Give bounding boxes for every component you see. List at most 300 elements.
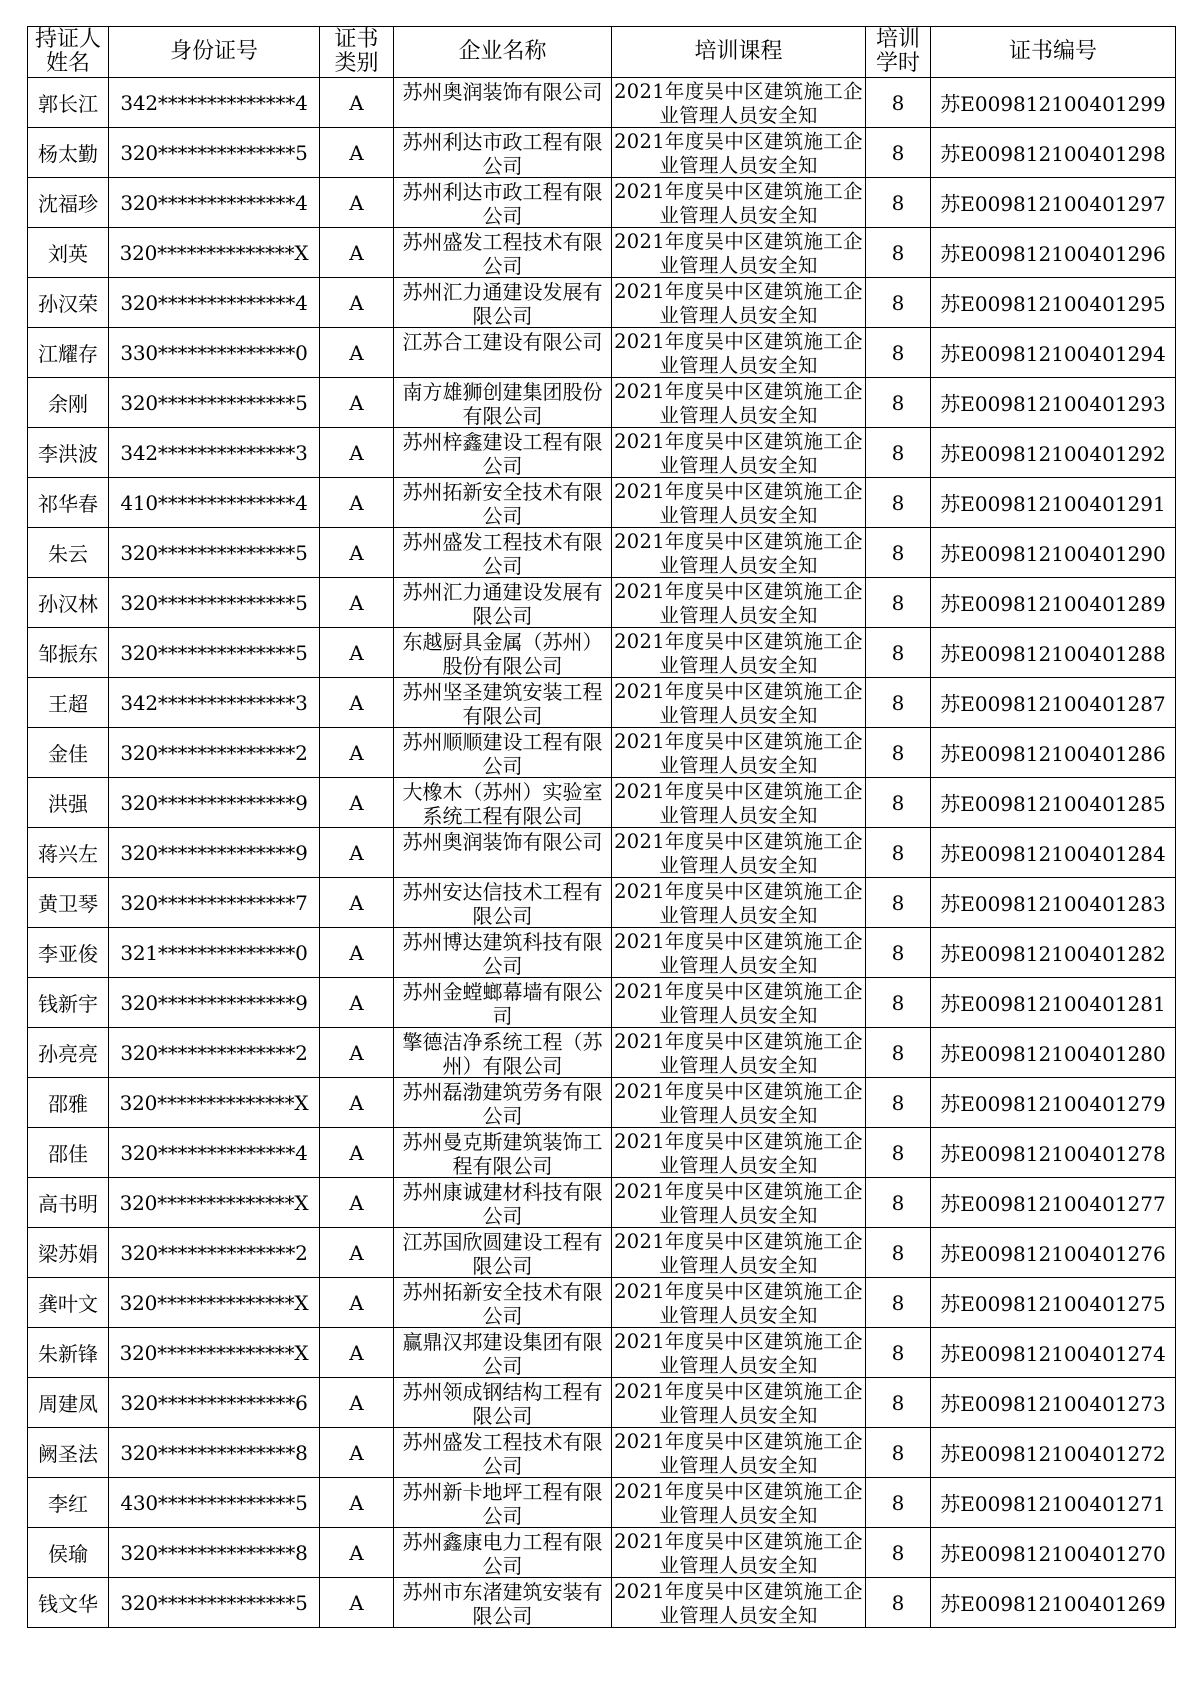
company-cell (394, 728, 612, 778)
cert-type-cell: A (320, 78, 394, 128)
holder-name-cell: 孙汉荣 (28, 278, 109, 328)
hours-cell: 8 (866, 228, 931, 278)
table-row (28, 1178, 1176, 1228)
id-number-cell: 320**************2 (109, 728, 320, 778)
cert-type-cell: A (320, 1028, 394, 1078)
course-cell (612, 128, 866, 178)
cert-number-cell: 苏E009812100401280 (931, 1028, 1176, 1078)
company-cell (394, 928, 612, 978)
id-number-cell: 320**************X (109, 1178, 320, 1228)
course-cell (612, 1128, 866, 1178)
table-row (28, 528, 1176, 578)
cert-number-cell: 苏E009812100401279 (931, 1078, 1176, 1128)
cert-type-cell: A (320, 1428, 394, 1478)
company-text: 东越厨具金属（苏州）股份有限公司 (402, 629, 603, 677)
holder-name-cell: 刘英 (28, 228, 109, 278)
company-cell (394, 128, 612, 178)
cert-type-cell: A (320, 178, 394, 228)
course-cell (612, 1278, 866, 1328)
course-cell (612, 778, 866, 828)
cert-type-cell: A (320, 778, 394, 828)
table-row (28, 1228, 1176, 1278)
table-row (28, 278, 1176, 328)
course-cell (612, 428, 866, 478)
hours-cell: 8 (866, 1378, 931, 1428)
course-text: 2021年度吴中区建筑施工企业管理人员安全知 (614, 1129, 863, 1177)
company-cell (394, 1428, 612, 1478)
course-cell (612, 1478, 866, 1528)
company-text: 苏州曼克斯建筑装饰工程有限公司 (402, 1129, 603, 1177)
table-row (28, 1578, 1176, 1628)
table-header (28, 27, 1176, 78)
hours-cell: 8 (866, 978, 931, 1028)
hours-cell: 8 (866, 778, 931, 828)
cert-number-cell: 苏E009812100401275 (931, 1278, 1176, 1328)
id-number-cell: 320**************7 (109, 878, 320, 928)
course-cell (612, 378, 866, 428)
holder-name-cell: 高书明 (28, 1178, 109, 1228)
id-number-cell: 320**************2 (109, 1228, 320, 1278)
company-text: 江苏国欣圆建设工程有限公司 (402, 1229, 603, 1277)
holder-name-cell: 李亚俊 (28, 928, 109, 978)
table-row (28, 628, 1176, 678)
table-row (28, 1078, 1176, 1128)
holder-name-cell: 洪强 (28, 778, 109, 828)
id-number-cell: 320**************8 (109, 1528, 320, 1578)
holder-name-cell: 蒋兴左 (28, 828, 109, 878)
company-text: 苏州安达信技术工程有限公司 (402, 879, 603, 927)
company-cell (394, 1178, 612, 1228)
holder-name-cell: 江耀存 (28, 328, 109, 378)
table-row (28, 228, 1176, 278)
course-cell (612, 78, 866, 128)
holder-name-cell: 周建凤 (28, 1378, 109, 1428)
course-cell (612, 1378, 866, 1428)
hours-cell: 8 (866, 428, 931, 478)
table-row (28, 778, 1176, 828)
hours-cell: 8 (866, 178, 931, 228)
company-text: 苏州顺顺建设工程有限公司 (402, 729, 603, 777)
company-text: 赢鼎汉邦建设集团有限公司 (402, 1329, 603, 1377)
company-cell (394, 978, 612, 1028)
course-text: 2021年度吴中区建筑施工企业管理人员安全知 (614, 679, 863, 727)
table-row (28, 1328, 1176, 1378)
hours-cell: 8 (866, 1028, 931, 1078)
course-text: 2021年度吴中区建筑施工企业管理人员安全知 (614, 179, 863, 227)
course-cell (612, 928, 866, 978)
header-hours: 培训学时 (866, 27, 931, 78)
company-cell (394, 1278, 612, 1328)
course-text: 2021年度吴中区建筑施工企业管理人员安全知 (614, 479, 863, 527)
course-text: 2021年度吴中区建筑施工企业管理人员安全知 (614, 329, 863, 377)
cert-type-cell: A (320, 478, 394, 528)
company-cell (394, 1328, 612, 1378)
cert-type-cell: A (320, 1078, 394, 1128)
id-number-cell: 320**************5 (109, 528, 320, 578)
cert-number-cell: 苏E009812100401285 (931, 778, 1176, 828)
company-cell (394, 878, 612, 928)
course-text: 2021年度吴中区建筑施工企业管理人员安全知 (614, 1079, 863, 1127)
cert-number-cell: 苏E009812100401288 (931, 628, 1176, 678)
table-row (28, 378, 1176, 428)
table-row (28, 678, 1176, 728)
cert-number-cell: 苏E009812100401292 (931, 428, 1176, 478)
cert-type-cell: A (320, 378, 394, 428)
hours-cell: 8 (866, 278, 931, 328)
course-cell (612, 1328, 866, 1378)
holder-name-cell: 祁华春 (28, 478, 109, 528)
holder-name-cell: 龚叶文 (28, 1278, 109, 1328)
id-number-cell: 320**************5 (109, 378, 320, 428)
company-text: 南方雄狮创建集团股份有限公司 (402, 379, 603, 427)
holder-name-cell: 邹振东 (28, 628, 109, 678)
holder-name-cell: 李洪波 (28, 428, 109, 478)
cert-type-cell: A (320, 1528, 394, 1578)
header-cert-type: 证书类别 (320, 27, 394, 78)
cert-number-cell: 苏E009812100401277 (931, 1178, 1176, 1228)
course-text: 2021年度吴中区建筑施工企业管理人员安全知 (614, 429, 863, 477)
cert-number-cell: 苏E009812100401296 (931, 228, 1176, 278)
cert-type-cell: A (320, 278, 394, 328)
holder-name-cell: 朱新锋 (28, 1328, 109, 1378)
company-text: 苏州博达建筑科技有限公司 (402, 929, 603, 977)
course-text: 2021年度吴中区建筑施工企业管理人员安全知 (614, 1579, 863, 1627)
course-text: 2021年度吴中区建筑施工企业管理人员安全知 (614, 1279, 863, 1327)
cert-number-cell: 苏E009812100401295 (931, 278, 1176, 328)
company-text: 大橡木（苏州）实验室系统工程有限公司 (402, 779, 603, 827)
cert-type-cell: A (320, 828, 394, 878)
table-row (28, 178, 1176, 228)
id-number-cell: 320**************X (109, 1078, 320, 1128)
company-cell (394, 578, 612, 628)
cert-type-cell: A (320, 1378, 394, 1428)
company-cell (394, 828, 612, 878)
course-cell (612, 828, 866, 878)
company-cell (394, 628, 612, 678)
hours-cell: 8 (866, 578, 931, 628)
course-text: 2021年度吴中区建筑施工企业管理人员安全知 (614, 929, 863, 977)
course-text: 2021年度吴中区建筑施工企业管理人员安全知 (614, 579, 863, 627)
hours-cell: 8 (866, 1178, 931, 1228)
cert-type-cell: A (320, 578, 394, 628)
header-holder-name: 持证人姓名 (28, 27, 109, 78)
id-number-cell: 320**************5 (109, 628, 320, 678)
id-number-cell: 321**************0 (109, 928, 320, 978)
company-text: 苏州鑫康电力工程有限公司 (402, 1529, 603, 1577)
id-number-cell: 330**************0 (109, 328, 320, 378)
cert-number-cell: 苏E009812100401297 (931, 178, 1176, 228)
company-cell (394, 1028, 612, 1078)
cert-number-cell: 苏E009812100401282 (931, 928, 1176, 978)
company-cell (394, 328, 612, 378)
cert-number-cell: 苏E009812100401276 (931, 1228, 1176, 1278)
company-cell (394, 428, 612, 478)
course-cell (612, 1528, 866, 1578)
company-cell (394, 1378, 612, 1428)
table-row (28, 978, 1176, 1028)
company-cell (394, 1128, 612, 1178)
id-number-cell: 320**************4 (109, 278, 320, 328)
cert-type-cell: A (320, 1578, 394, 1628)
id-number-cell: 320**************X (109, 1278, 320, 1328)
holder-name-cell: 梁苏娟 (28, 1228, 109, 1278)
company-text: 江苏合工建设有限公司 (402, 329, 603, 354)
course-text: 2021年度吴中区建筑施工企业管理人员安全知 (614, 1529, 863, 1577)
id-number-cell: 320**************X (109, 228, 320, 278)
cert-number-cell: 苏E009812100401272 (931, 1428, 1176, 1478)
course-text: 2021年度吴中区建筑施工企业管理人员安全知 (614, 1379, 863, 1427)
hours-cell: 8 (866, 478, 931, 528)
course-text: 2021年度吴中区建筑施工企业管理人员安全知 (614, 1179, 863, 1227)
cert-type-cell: A (320, 1278, 394, 1328)
hours-cell: 8 (866, 928, 931, 978)
hours-cell: 8 (866, 1478, 931, 1528)
certificate-table (27, 26, 1176, 1628)
hours-cell: 8 (866, 1528, 931, 1578)
cert-type-cell: A (320, 878, 394, 928)
table-row (28, 878, 1176, 928)
holder-name-cell: 邵雅 (28, 1078, 109, 1128)
company-text: 苏州拓新安全技术有限公司 (402, 1279, 603, 1327)
cert-type-cell: A (320, 528, 394, 578)
cert-type-cell: A (320, 1478, 394, 1528)
cert-number-cell: 苏E009812100401299 (931, 78, 1176, 128)
hours-cell: 8 (866, 378, 931, 428)
company-text: 苏州金螳螂幕墙有限公司 (402, 979, 603, 1027)
table-row (28, 1428, 1176, 1478)
table-row (28, 578, 1176, 628)
id-number-cell: 320**************9 (109, 778, 320, 828)
cert-type-cell: A (320, 128, 394, 178)
holder-name-cell: 孙亮亮 (28, 1028, 109, 1078)
course-text: 2021年度吴中区建筑施工企业管理人员安全知 (614, 879, 863, 927)
course-text: 2021年度吴中区建筑施工企业管理人员安全知 (614, 229, 863, 277)
holder-name-cell: 阙圣法 (28, 1428, 109, 1478)
company-text: 苏州盛发工程技术有限公司 (402, 1429, 603, 1477)
company-cell (394, 478, 612, 528)
course-cell (612, 278, 866, 328)
course-text: 2021年度吴中区建筑施工企业管理人员安全知 (614, 979, 863, 1027)
holder-name-cell: 钱文华 (28, 1578, 109, 1628)
cert-type-cell: A (320, 678, 394, 728)
id-number-cell: 320**************8 (109, 1428, 320, 1478)
table-row (28, 728, 1176, 778)
table-row (28, 828, 1176, 878)
table-row (28, 128, 1176, 178)
cert-number-cell: 苏E009812100401290 (931, 528, 1176, 578)
cert-number-cell: 苏E009812100401274 (931, 1328, 1176, 1378)
table-body (28, 78, 1176, 1628)
id-number-cell: 320**************4 (109, 178, 320, 228)
id-number-cell: 320**************5 (109, 128, 320, 178)
holder-name-cell: 余刚 (28, 378, 109, 428)
cert-type-cell: A (320, 928, 394, 978)
table-row (28, 1028, 1176, 1078)
course-text: 2021年度吴中区建筑施工企业管理人员安全知 (614, 1029, 863, 1077)
course-text: 2021年度吴中区建筑施工企业管理人员安全知 (614, 379, 863, 427)
company-text: 苏州利达市政工程有限公司 (402, 179, 603, 227)
company-cell (394, 178, 612, 228)
table-row (28, 78, 1176, 128)
cert-number-cell: 苏E009812100401294 (931, 328, 1176, 378)
cert-type-cell: A (320, 1328, 394, 1378)
id-number-cell: 342**************3 (109, 678, 320, 728)
table-row (28, 478, 1176, 528)
company-cell (394, 1578, 612, 1628)
cert-type-cell: A (320, 428, 394, 478)
id-number-cell: 320**************4 (109, 1128, 320, 1178)
table-row (28, 1278, 1176, 1328)
cert-number-cell: 苏E009812100401273 (931, 1378, 1176, 1428)
company-cell (394, 678, 612, 728)
id-number-cell: 320**************X (109, 1328, 320, 1378)
id-number-cell: 410**************4 (109, 478, 320, 528)
header-course: 培训课程 (612, 27, 866, 78)
company-cell (394, 378, 612, 428)
course-cell (612, 578, 866, 628)
id-number-cell: 342**************3 (109, 428, 320, 478)
cert-number-cell: 苏E009812100401293 (931, 378, 1176, 428)
cert-number-cell: 苏E009812100401286 (931, 728, 1176, 778)
cert-type-cell: A (320, 978, 394, 1028)
company-text: 苏州市东渚建筑安装有限公司 (402, 1579, 603, 1627)
company-text: 苏州利达市政工程有限公司 (402, 129, 603, 177)
company-text: 苏州坚圣建筑安装工程有限公司 (402, 679, 603, 727)
cert-number-cell: 苏E009812100401289 (931, 578, 1176, 628)
holder-name-cell: 杨太勤 (28, 128, 109, 178)
header-cert-number: 证书编号 (931, 27, 1176, 78)
id-number-cell: 342**************4 (109, 78, 320, 128)
table-row (28, 1528, 1176, 1578)
company-text: 苏州梓鑫建设工程有限公司 (402, 429, 603, 477)
holder-name-cell: 沈福珍 (28, 178, 109, 228)
course-cell (612, 878, 866, 928)
hours-cell: 8 (866, 1428, 931, 1478)
table-row (28, 928, 1176, 978)
id-number-cell: 320**************2 (109, 1028, 320, 1078)
company-cell (394, 228, 612, 278)
cert-number-cell: 苏E009812100401284 (931, 828, 1176, 878)
cert-type-cell: A (320, 628, 394, 678)
holder-name-cell: 孙汉林 (28, 578, 109, 628)
company-cell (394, 1228, 612, 1278)
course-text: 2021年度吴中区建筑施工企业管理人员安全知 (614, 1479, 863, 1527)
course-cell (612, 1178, 866, 1228)
hours-cell: 8 (866, 828, 931, 878)
hours-cell: 8 (866, 878, 931, 928)
company-text: 苏州汇力通建设发展有限公司 (402, 279, 603, 327)
company-cell (394, 1528, 612, 1578)
company-text: 苏州奥润装饰有限公司 (402, 79, 603, 104)
course-cell (612, 728, 866, 778)
cert-type-cell: A (320, 1128, 394, 1178)
company-cell (394, 78, 612, 128)
course-text: 2021年度吴中区建筑施工企业管理人员安全知 (614, 1429, 863, 1477)
company-text: 苏州盛发工程技术有限公司 (402, 529, 603, 577)
course-cell (612, 1428, 866, 1478)
course-cell (612, 1028, 866, 1078)
header-company: 企业名称 (394, 27, 612, 78)
hours-cell: 8 (866, 728, 931, 778)
course-cell (612, 228, 866, 278)
company-text: 擎德洁净系统工程（苏州）有限公司 (402, 1029, 603, 1077)
holder-name-cell: 黄卫琴 (28, 878, 109, 928)
hours-cell: 8 (866, 1328, 931, 1378)
holder-name-cell: 王超 (28, 678, 109, 728)
table-row (28, 1378, 1176, 1428)
id-number-cell: 320**************6 (109, 1378, 320, 1428)
company-cell (394, 278, 612, 328)
course-text: 2021年度吴中区建筑施工企业管理人员安全知 (614, 779, 863, 827)
course-text: 2021年度吴中区建筑施工企业管理人员安全知 (614, 279, 863, 327)
cert-number-cell: 苏E009812100401291 (931, 478, 1176, 528)
company-text: 苏州磊渤建筑劳务有限公司 (402, 1079, 603, 1127)
hours-cell: 8 (866, 528, 931, 578)
holder-name-cell: 郭长江 (28, 78, 109, 128)
company-text: 苏州康诚建材科技有限公司 (402, 1179, 603, 1227)
cert-number-cell: 苏E009812100401287 (931, 678, 1176, 728)
company-text: 苏州新卡地坪工程有限公司 (402, 1479, 603, 1527)
hours-cell: 8 (866, 1128, 931, 1178)
course-cell (612, 678, 866, 728)
id-number-cell: 320**************5 (109, 1578, 320, 1628)
company-cell (394, 528, 612, 578)
course-cell (612, 478, 866, 528)
cert-number-cell: 苏E009812100401298 (931, 128, 1176, 178)
cert-type-cell: A (320, 1228, 394, 1278)
id-number-cell: 320**************5 (109, 578, 320, 628)
course-cell (612, 1078, 866, 1128)
company-text: 苏州领成钢结构工程有限公司 (402, 1379, 603, 1427)
course-text: 2021年度吴中区建筑施工企业管理人员安全知 (614, 79, 863, 127)
course-cell (612, 978, 866, 1028)
table-row (28, 428, 1176, 478)
course-cell (612, 178, 866, 228)
company-text: 苏州盛发工程技术有限公司 (402, 229, 603, 277)
table-row (28, 1478, 1176, 1528)
cert-number-cell: 苏E009812100401278 (931, 1128, 1176, 1178)
company-text: 苏州汇力通建设发展有限公司 (402, 579, 603, 627)
course-text: 2021年度吴中区建筑施工企业管理人员安全知 (614, 129, 863, 177)
hours-cell: 8 (866, 1578, 931, 1628)
table-row (28, 328, 1176, 378)
cert-type-cell: A (320, 328, 394, 378)
hours-cell: 8 (866, 1078, 931, 1128)
company-cell (394, 778, 612, 828)
header-row (28, 27, 1176, 78)
course-text: 2021年度吴中区建筑施工企业管理人员安全知 (614, 1229, 863, 1277)
course-text: 2021年度吴中区建筑施工企业管理人员安全知 (614, 629, 863, 677)
course-text: 2021年度吴中区建筑施工企业管理人员安全知 (614, 829, 863, 877)
course-text: 2021年度吴中区建筑施工企业管理人员安全知 (614, 729, 863, 777)
course-cell (612, 1228, 866, 1278)
cert-number-cell: 苏E009812100401270 (931, 1528, 1176, 1578)
id-number-cell: 430**************5 (109, 1478, 320, 1528)
company-cell (394, 1078, 612, 1128)
cert-number-cell: 苏E009812100401269 (931, 1578, 1176, 1628)
hours-cell: 8 (866, 678, 931, 728)
course-text: 2021年度吴中区建筑施工企业管理人员安全知 (614, 1329, 863, 1377)
course-cell (612, 528, 866, 578)
holder-name-cell: 邵佳 (28, 1128, 109, 1178)
course-text: 2021年度吴中区建筑施工企业管理人员安全知 (614, 529, 863, 577)
company-cell (394, 1478, 612, 1528)
id-number-cell: 320**************9 (109, 828, 320, 878)
course-cell (612, 328, 866, 378)
hours-cell: 8 (866, 1278, 931, 1328)
hours-cell: 8 (866, 328, 931, 378)
course-cell (612, 1578, 866, 1628)
